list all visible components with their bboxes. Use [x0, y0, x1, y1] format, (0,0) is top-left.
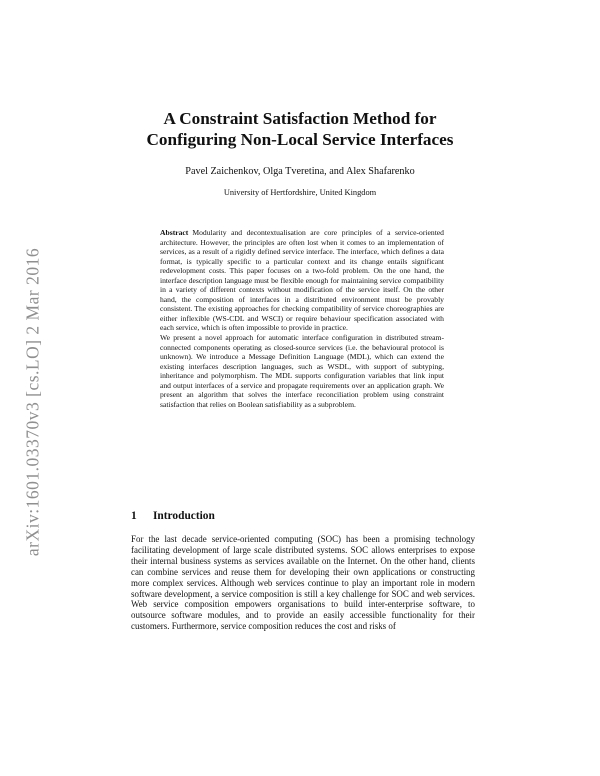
section-title: Introduction	[153, 510, 215, 522]
paper-title-line-1: A Constraint Satisfaction Method for	[163, 109, 437, 128]
arxiv-identifier: arXiv:1601.03370v3 [cs.LO] 2 Mar 2016	[22, 247, 43, 557]
affiliation: University of Hertfordshire, United Kingdom	[223, 188, 377, 197]
paper-title-line-2: Configuring Non-Local Service Interfaces	[146, 130, 454, 149]
abstract	[160, 228, 444, 409]
abstract-paragraph-1-text: Modularity and decontextualisation are core principles of a service-oriented architecture. However, the principles are often lost when it comes to an implementation of services, as a result of a rigidly defined service interface. The interface, which defines a data format, is typically specific to a particular context and its change entails significant redevelopment costs. This paper focuses on a two-fold problem. On the one hand, the interface description language must be flexible enough for maintaining service compatibility in a variety of different contexts without modification of the service itself. On the other hand, the composition of interfaces in a distributed environment must be provably consistent. The existing approaches for checking compatibility of service choreographies are either inflexible (WS-CDL and WSCI) or require behaviour specification associated with each service, which is often impossible to provide in practice.	[160, 228, 444, 333]
abstract-paragraph-1	[160, 228, 444, 333]
section-number: 1	[131, 510, 137, 522]
paper-title	[0, 108, 600, 150]
introduction-paragraph: For the last decade service-oriented computing (SOC) has been a promising technology facilitating development of large scale distributed systems. SOC allows enterprises to expose their internal business systems as services available on the Internet. On the other hand, clients can combine services and reuse them for developing their own applications or constructing more complex services. Although web services continue to play an important role in modern software development, a service composition is still a key challenge for SOC and web services. Web service composition empowers organisations to build inter-enterprise software, to outsource software modules, and to provide an easily accessible functionality for their customers. Furthermore, service composition reduces the cost and risks of	[131, 534, 475, 632]
abstract-label: Abstract	[160, 228, 189, 237]
section-heading-introduction	[131, 510, 215, 522]
author-list: Pavel Zaichenkov, Olga Tveretina, and Alex Shafarenko	[185, 166, 415, 177]
abstract-paragraph-2: We present a novel approach for automatic interface configuration in distributed stream-connected components operating as closed-source services (i.e. the behavioural protocol is unknown). We introduce a Message Definition Language (MDL), which can extend the existing interfaces description languages, such as WSDL, with support of subtyping, inheritance and polymorphism. The MDL supports configuration variables that link input and output interfaces of a service and propagate requirements over an application graph. We present an algorithm that solves the interface reconciliation problem using constraint satisfaction that relies on Boolean satisfiability as a subproblem.	[160, 333, 444, 409]
